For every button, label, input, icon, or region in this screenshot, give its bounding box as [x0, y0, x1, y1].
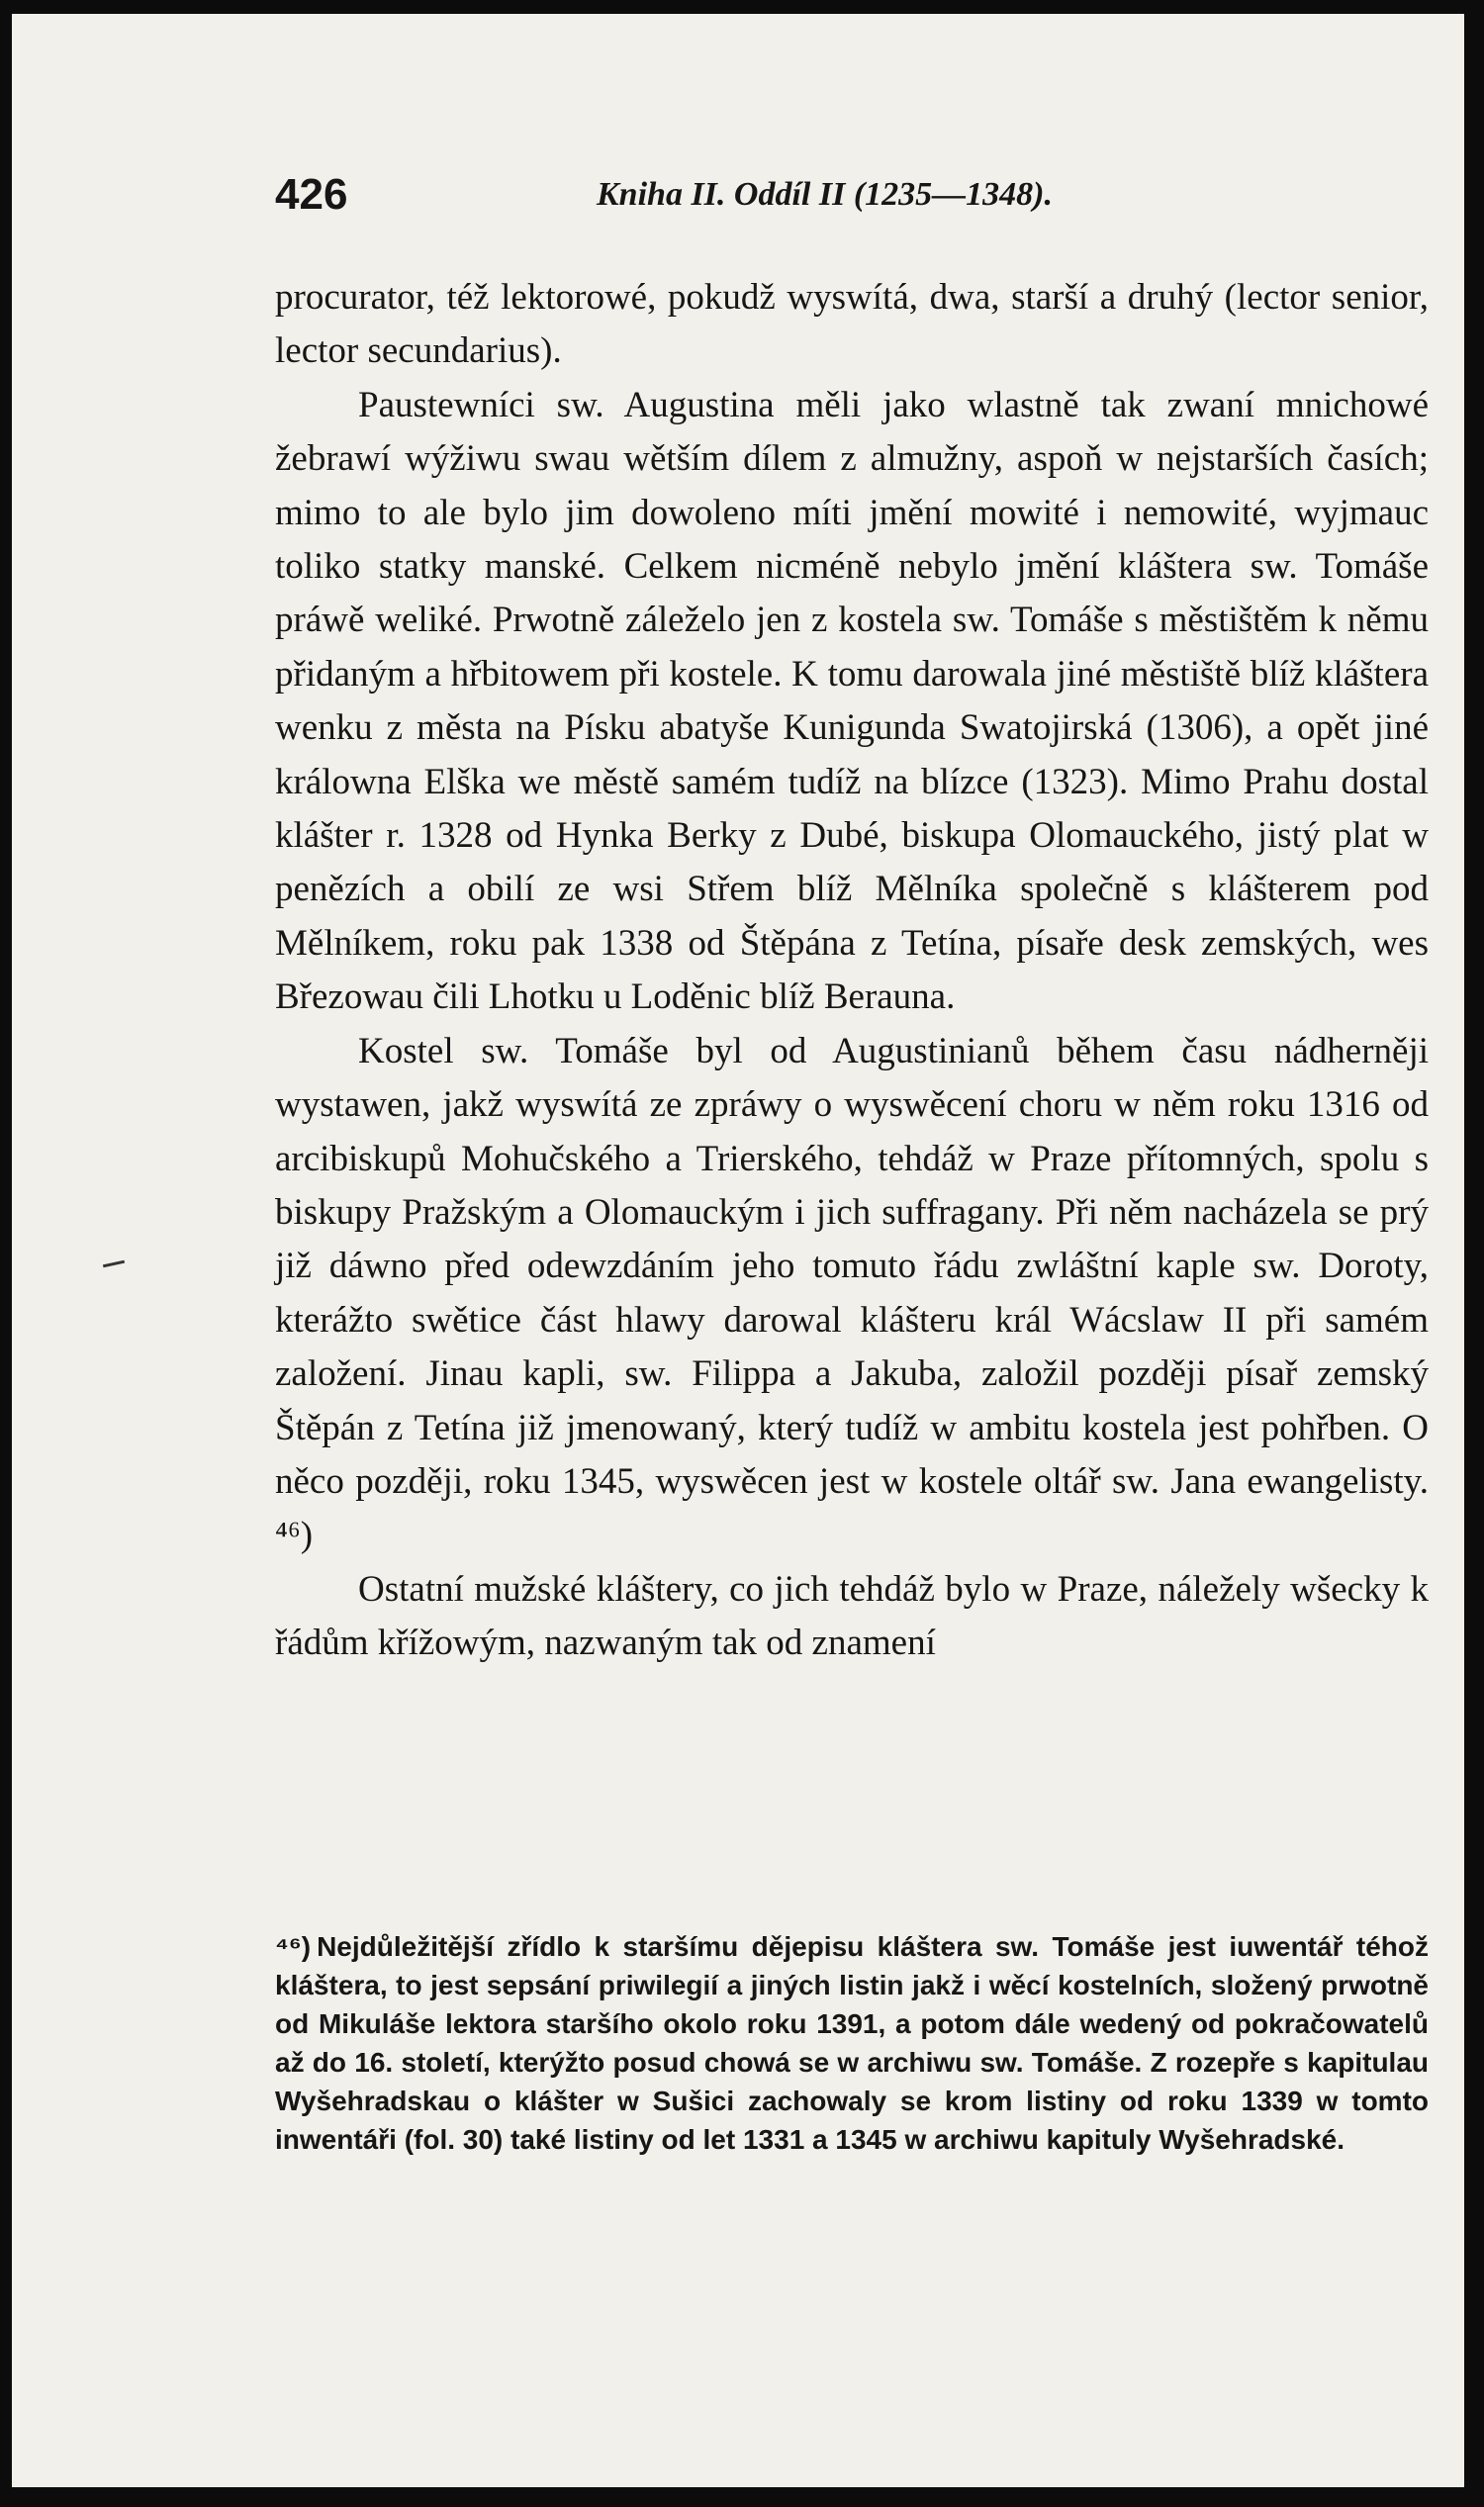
paragraph: Paustewníci sw. Augustina měli jako wlastně tak zwaní mnichowé žebrawí wýžiwu swau wětším dílem z almužny, aspoň w nejstarších časích; mimo to ale bylo jim dowoleno míti jmění mowité i nemowité, wyjmauc toliko statky manské. Celkem nicméně nebylo jmění kláštera sw. Tomáše práwě weliké. Prwotně záleželo jen z kostela sw. Tomáše s městištěm k němu přidaným a hřbitowem při kostele. K tomu darowala jiné městiště blíž kláštera wenku z města na Písku abatyše Kunigunda Swatojirská (1306), a opět jiné králowna Elška we městě samém tudíž na blízce (1323). Mimo Prahu dostal klášter r. 1328 od Hynka Berky z Dubé, biskupa Olomauckého, jistý plat w penězích a obilí ze wsi Střem blíž Mělníka společně s klášterem pod Mělníkem, roku pak 1338 od Štěpána z Tetína, písaře desk zemských, wes Březowau čili Lhotku u Loděnic blíž Berauna.: [275, 384, 1429, 1018]
paragraph: Ostatní mužské kláštery, co jich tehdáž bylo w Praze, náležely wšecky k řádům křížowým, nazwaným tak od znamení: [275, 1568, 1429, 1664]
paragraph-continuation: procurator, též lektorowé, pokudž wyswítá, dwa, starší a druhý (lector senior, lector secundarius).: [275, 277, 1429, 372]
footnote-text: Nejdůležitější zřídlo k staršímu dějepisu kláštera sw. Tomáše jest iuwentář téhož kláštera, to jest sepsání priwilegií a jiných listin jakž i wěcí kostelních, složený prwotně od Mikuláše lektora staršího okolo roku 1391, a potom dále wedený od pokračowatelů až do 16. století, kterýžto posud chowá se w archiwu sw. Tomáše. Z rozepře s kapitulau Wyšehradskau o klášter w Sušici zachowaly se krom listiny od roku 1339 w tomto inwentáři (fol. 30) také listiny od let 1331 a 1345 w archiwu kapituly Wyšehradské.: [275, 1931, 1429, 2155]
running-head: Kniha II. Oddíl II (1235—1348).: [597, 176, 1053, 213]
paragraph: Kostel sw. Tomáše byl od Augustinianů během času nádherněji wystawen, jakž wyswítá ze zpráwy o wyswěcení choru w něm roku 1316 od arcibiskupů Mohučského a Trierského, tehdáž w Praze přítomných, spolu s biskupy Pražským a Olomauckým i jich suffragany. Při něm nacházela se prý již dáwno před odewzdáním jeho tomuto řádu zwláštní kaple sw. Doroty, kterážto swětice část hlawy darowal klášteru král Wácslaw II při samém založení. Jinau kapli, sw. Filippa a Jakuba, založil později písař zemský Štěpán z Tetína již jmenowaný, který tudíž w ambitu kostela jest pohřben. O něco později, roku 1345, wyswěcen jest w kostele oltář sw. Jana ewangelisty. ⁴⁶): [275, 1030, 1429, 1556]
book-page: [12, 14, 1464, 2487]
footnote-mark: ⁴⁶): [275, 1931, 312, 1962]
main-text: [275, 271, 1429, 1671]
footnote: [275, 1927, 1429, 2159]
page-number: 426: [275, 170, 348, 219]
page-header: [275, 170, 1429, 230]
margin-mark: [103, 1260, 125, 1268]
